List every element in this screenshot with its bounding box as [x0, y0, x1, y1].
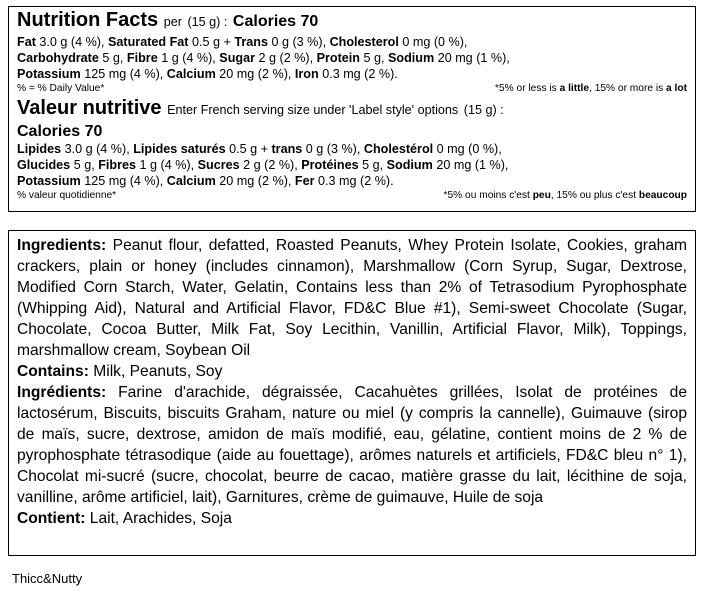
potassium-value: 125 mg (4 %), [84, 67, 164, 81]
calcium-fr-value: 20 mg (2 %), [219, 174, 292, 188]
trans-fr-label: trans [271, 142, 303, 156]
calcium-value: 20 mg (2 %), [219, 67, 292, 81]
brand-name: Thicc&Nutty [12, 571, 83, 586]
contains-fr-text: Lait, Arachides, Soja [89, 510, 232, 527]
footnote-en-mid: , 15% or more is [589, 83, 664, 94]
proteines-value: 5 g, [362, 158, 384, 172]
carb-value: 5 g, [102, 51, 124, 65]
contains-fr-label: Contient: [17, 510, 86, 527]
contains-en [17, 361, 687, 382]
chol-fr-value: 0 mg (0 %), [436, 142, 502, 156]
contains-en-label: Contains: [17, 363, 89, 380]
calories-en: Calories 70 [232, 13, 319, 30]
valeur-nutritive-title-line [17, 97, 687, 122]
protein-label: Protein [316, 51, 360, 65]
fibres-value: 1 g (4 %), [139, 158, 195, 172]
per-label: per [163, 15, 182, 29]
nutrient-line-3-en [17, 66, 687, 82]
trans-value: 0 g (3 %), [271, 35, 327, 49]
nutrient-line-2-en [17, 50, 687, 66]
ingredients-en-label: Ingredients: [17, 237, 107, 254]
footnote-line-en [17, 82, 687, 96]
sodium-value: 20 mg (1 %), [437, 51, 510, 65]
satures-value: 0.5 g + [229, 142, 268, 156]
sodium-label: Sodium [388, 51, 435, 65]
glucides-label: Glucides [17, 158, 71, 172]
sucres-label: Sucres [197, 158, 240, 172]
chol-value: 0 mg (0 %), [402, 35, 468, 49]
potassium-fr-label: Potassium [17, 174, 81, 188]
ingredients-fr [17, 382, 687, 508]
protein-value: 5 g, [363, 51, 385, 65]
nutrient-line-1-fr [17, 141, 687, 157]
serving-size: (15 g) : [187, 15, 228, 29]
trans-label: Trans [234, 35, 268, 49]
ingredients-en [17, 235, 687, 361]
fr-serving-size: (15 g) : [463, 103, 504, 117]
lipides-label: Lipides [17, 142, 62, 156]
nutrient-line-3-fr [17, 173, 687, 189]
footnote-fr-beaucoup: beaucoup [638, 190, 687, 201]
glucides-value: 5 g, [73, 158, 95, 172]
proteines-label: Protéines [301, 158, 359, 172]
nutrition-facts-title-line [17, 9, 687, 34]
ingredients-fr-label: Ingrédients: [17, 384, 107, 401]
sodium-fr-value: 20 mg (1 %), [436, 158, 509, 172]
sucres-value: 2 g (2 %), [243, 158, 298, 172]
fer-value: 0.3 mg (2 %). [318, 174, 394, 188]
lipides-value: 3.0 g (4 %), [64, 142, 130, 156]
trans-fr-value: 0 g (3 %), [305, 142, 361, 156]
satfat-value: 0.5 g + [191, 35, 231, 49]
satures-label: Lipides saturés [133, 142, 226, 156]
calcium-fr-label: Calcium [166, 174, 216, 188]
fibres-label: Fibres [98, 158, 137, 172]
footnote-en-little: a little [559, 83, 590, 94]
fibre-value: 1 g (4 %), [161, 51, 216, 65]
nutrient-line-1-en [17, 34, 687, 50]
ingredients-en-text: Peanut flour, defatted, Roasted Peanuts, Whey Protein Isolate, Cookies, graham crackers, plain or honey (includes cinnamon), Marshmallow (Corn Syrup, Sugar, Dextrose, Modified Corn Starch, Water, Gelatin, Contains less than 2% of Tetrasodium Pyrophosphate (Whipping Aid), Natural and Artificial Flavor, FD&C Blue #1), Semi-sweet Chocolate (Sugar, Chocolate, Cocoa Butter, Milk Fat, Soy Lecithin, Vanillin, Artificial Flavor, Milk), Toppings, marshmallow cream, Soybean Oil [17, 237, 687, 359]
footnote-line-fr [17, 189, 687, 203]
potassium-fr-value: 125 mg (4 %), [84, 174, 164, 188]
sugar-label: Sugar [219, 51, 255, 65]
nutrient-line-2-fr [17, 157, 687, 173]
footnote-fr [444, 189, 687, 203]
footnote-en-pre: *5% or less is [495, 83, 557, 94]
carb-label: Carbohydrate [17, 51, 99, 65]
footnote-fr-pre: *5% ou moins c'est [443, 190, 530, 201]
fer-label: Fer [294, 174, 315, 188]
contains-fr [17, 508, 687, 529]
satfat-label: Saturated Fat [108, 35, 189, 49]
footnote-en-lot: a lot [666, 83, 687, 94]
calories-fr: Calories 70 [17, 123, 103, 140]
daily-value-note: % = % Daily Value* [17, 83, 105, 94]
fat-value: 3.0 g (4 %), [39, 35, 105, 49]
chol-label: Cholesterol [329, 35, 399, 49]
fr-serving-instruction: Enter French serving size under 'Label style' options [167, 103, 459, 117]
fat-label: Fat [17, 35, 36, 49]
chol-fr-label: Cholestérol [363, 142, 434, 156]
ingredients-fr-text: Farine d'arachide, dégraissée, Cacahuètes grillées, Isolat de protéines de lactosérum, Biscuits, biscuits Graham, nature ou miel (y compris la cannelle), Guimauve (sirop de maïs, sucre, dextrose, amidon de maïs modifié, eau, gélatine, contient moins de 2 % de pyrophosphate tétrasodique (aide au fouettage), arômes naturels et artificiels, FD&C bleu n° 1), Chocolat mi-sucré (sucre, chocolat, beurre de cacao, matière grasse du lait, lécithine de soja, vanilline, arôme artificiel, lait), Garnitures, crème de guimauve, Huile de soja [17, 384, 687, 506]
footnote-fr-peu: peu [532, 190, 551, 201]
valeur-nutritive-title: Valeur nutritive [17, 97, 162, 119]
ingredients-panel [8, 230, 696, 556]
fibre-label: Fibre [126, 51, 158, 65]
nutrition-facts-title: Nutrition Facts [17, 9, 159, 31]
nutrition-facts-panel [8, 6, 696, 212]
sugar-value: 2 g (2 %), [258, 51, 314, 65]
iron-label: Iron [294, 67, 319, 81]
valeur-quotidienne-note: % valeur quotidienne* [17, 190, 117, 201]
calcium-label: Calcium [166, 67, 216, 81]
iron-value: 0.3 mg (2 %). [322, 67, 398, 81]
sodium-fr-label: Sodium [386, 158, 433, 172]
footnote-fr-mid: , 15% ou plus c'est [550, 190, 637, 201]
footnote-en [495, 82, 687, 96]
contains-en-text: Milk, Peanuts, Soy [93, 363, 223, 380]
potassium-label: Potassium [17, 67, 81, 81]
